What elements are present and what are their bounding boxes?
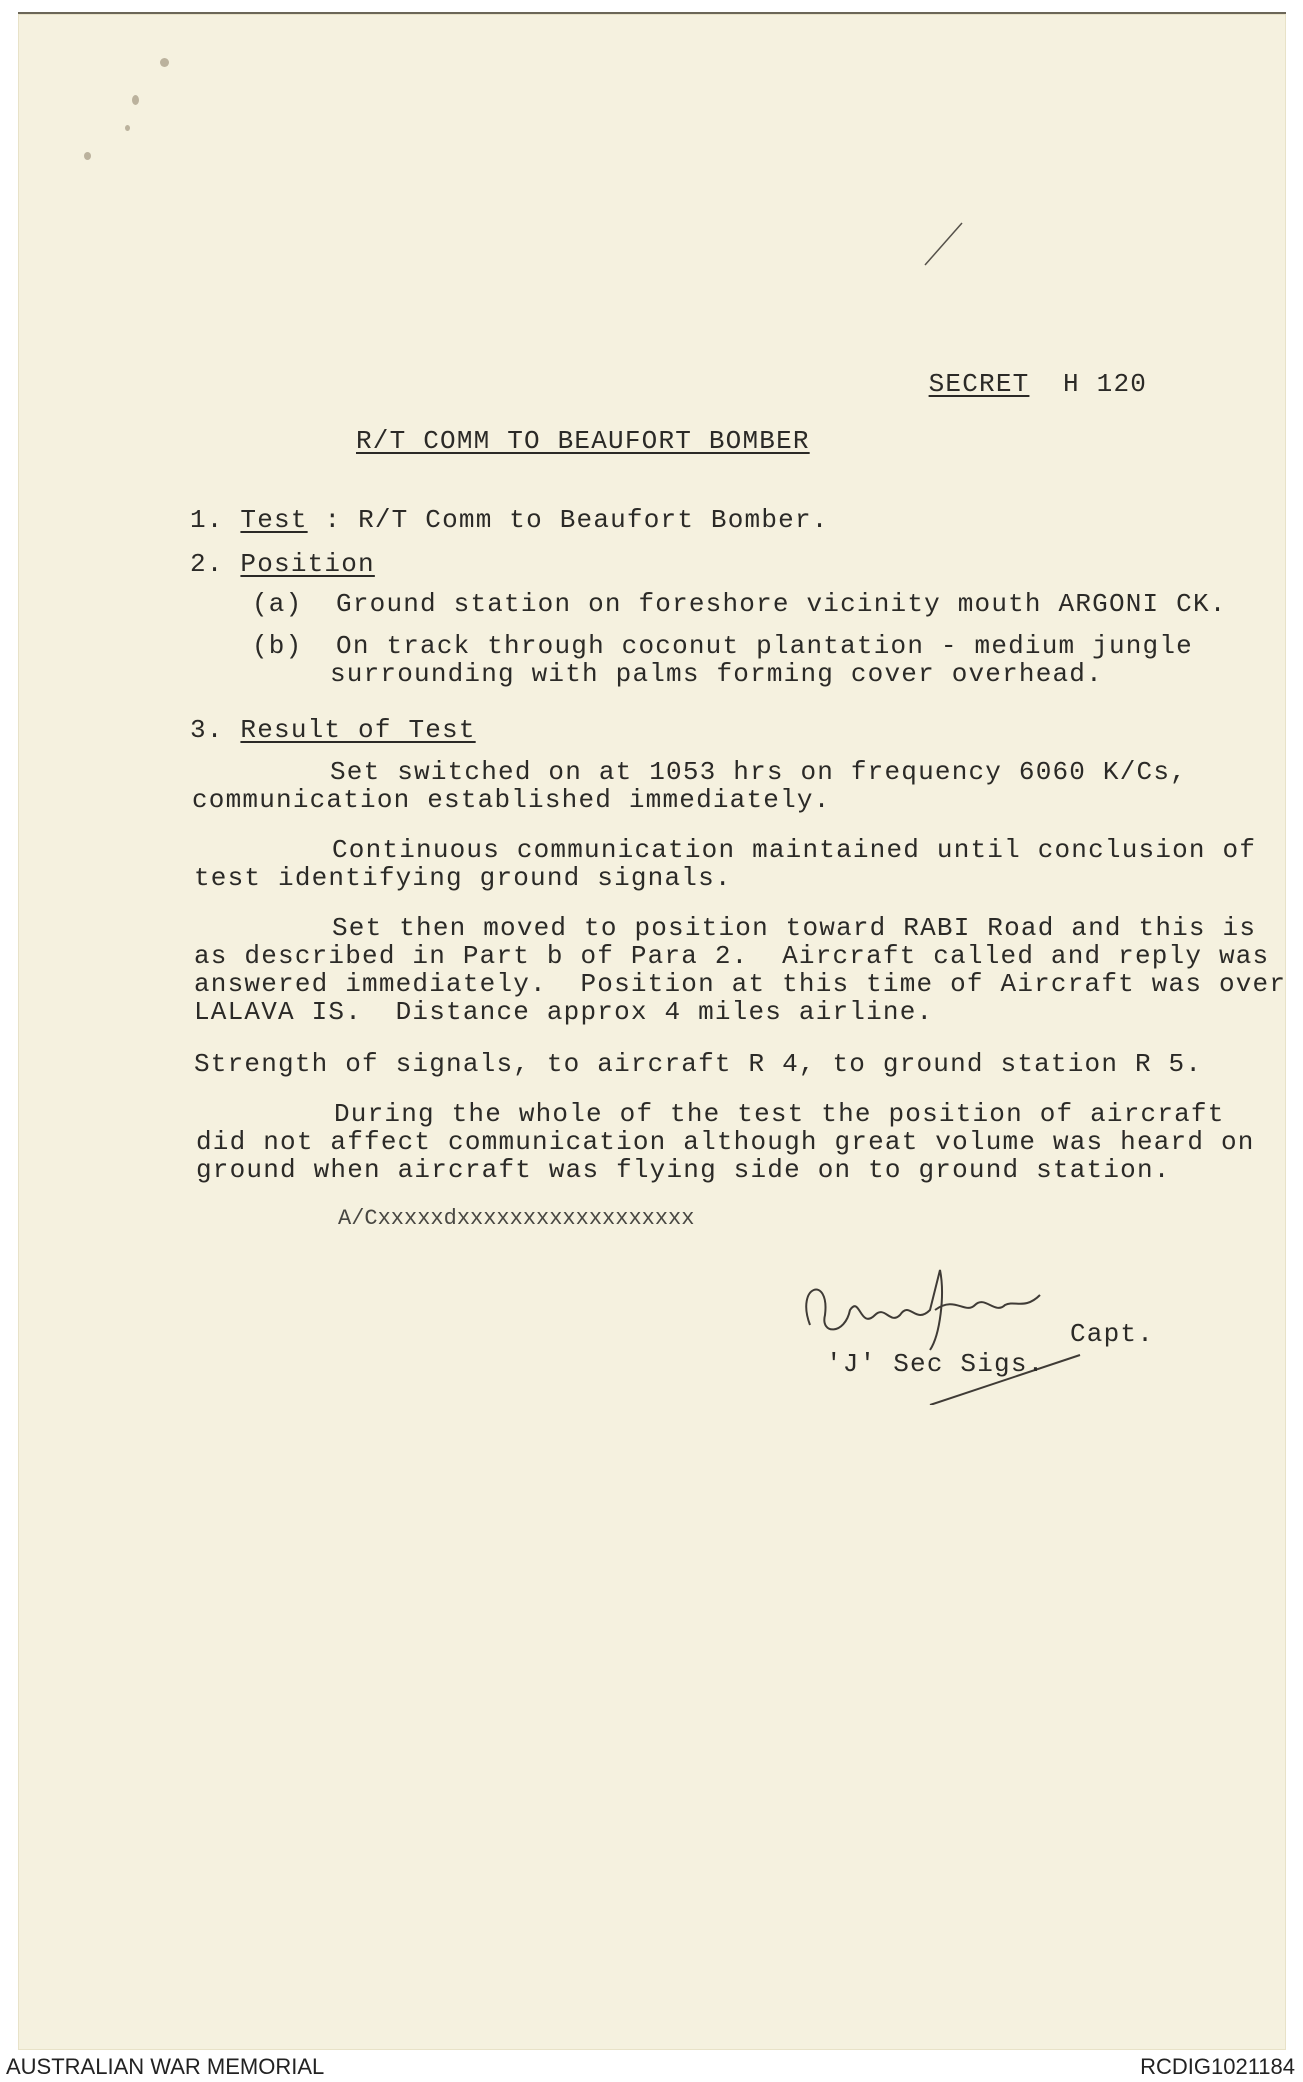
paragraph-line: test identifying ground signals.	[194, 863, 732, 893]
classification-label: SECRET	[928, 369, 1030, 399]
paragraph-line: did not affect communication although great volume was heard on	[196, 1127, 1255, 1157]
paragraph-line: as described in Part b of Para 2. Aircraft called and reply was	[194, 941, 1270, 971]
stain-mark	[132, 95, 139, 105]
section-label: Position	[240, 549, 375, 579]
paragraph-line: During the whole of the test the position of aircraft	[334, 1099, 1225, 1129]
section-number: 2.	[190, 549, 224, 579]
paragraph-line: ground when aircraft was flying side on to ground station.	[196, 1155, 1171, 1185]
paragraph-line: communication established immediately.	[192, 785, 831, 815]
section-number: 1.	[190, 505, 224, 535]
section-number: 3.	[190, 715, 224, 745]
archive-name: AUSTRALIAN WAR MEMORIAL	[6, 2054, 325, 2079]
reference-number: H 120	[1063, 369, 1148, 399]
pencil-mark	[920, 215, 980, 275]
paragraph-line: Strength of signals, to aircraft R 4, to ground station R 5.	[194, 1049, 1203, 1079]
document-page	[18, 14, 1286, 2050]
section-label: Result of Test	[240, 715, 476, 745]
stain-mark	[125, 125, 130, 131]
signature-unit: 'J' Sec Sigs.	[826, 1349, 1045, 1379]
handwritten-signature	[790, 1255, 1090, 1405]
archive-footer	[0, 2052, 1303, 2082]
signature-rank: Capt.	[1070, 1319, 1155, 1349]
position-item-b-cont: surrounding with palms forming cover overhead.	[330, 659, 1103, 689]
paragraph-line: LALAVA IS. Distance approx 4 miles airline.	[194, 997, 934, 1027]
archive-id: RCDIG1021184	[1140, 2054, 1295, 2079]
section-position	[190, 550, 375, 578]
position-item-b	[252, 632, 1193, 660]
section-text: R/T Comm to Beaufort Bomber.	[358, 505, 829, 535]
stain-mark	[84, 152, 91, 160]
item-mark: (b)	[252, 631, 303, 661]
position-item-a	[252, 590, 1227, 618]
item-text: Ground station on foreshore vicinity mouth ARGONI CK.	[336, 589, 1227, 619]
section-test	[190, 506, 829, 534]
section-result	[190, 716, 476, 744]
item-text: On track through coconut plantation - medium jungle	[336, 631, 1193, 661]
separator: :	[324, 505, 342, 535]
section-label: Test	[240, 505, 308, 535]
paragraph-line: Set then moved to position toward RABI Road and this is	[332, 913, 1257, 943]
paragraph-line: Set switched on at 1053 hrs on frequency 6060 K/Cs,	[330, 757, 1187, 787]
paragraph-line: answered immediately. Position at this time of Aircraft was over	[194, 969, 1287, 999]
struck-out-line: A/Cxxxxxdxxxxxxxxxxxxxxxxxx	[338, 1206, 695, 1231]
document-title: R/T COMM TO BEAUFORT BOMBER	[356, 426, 810, 456]
paragraph-line: Continuous communication maintained until conclusion of	[332, 835, 1257, 865]
classification-header	[895, 342, 1147, 398]
stain-mark	[160, 58, 169, 67]
item-mark: (a)	[252, 589, 303, 619]
